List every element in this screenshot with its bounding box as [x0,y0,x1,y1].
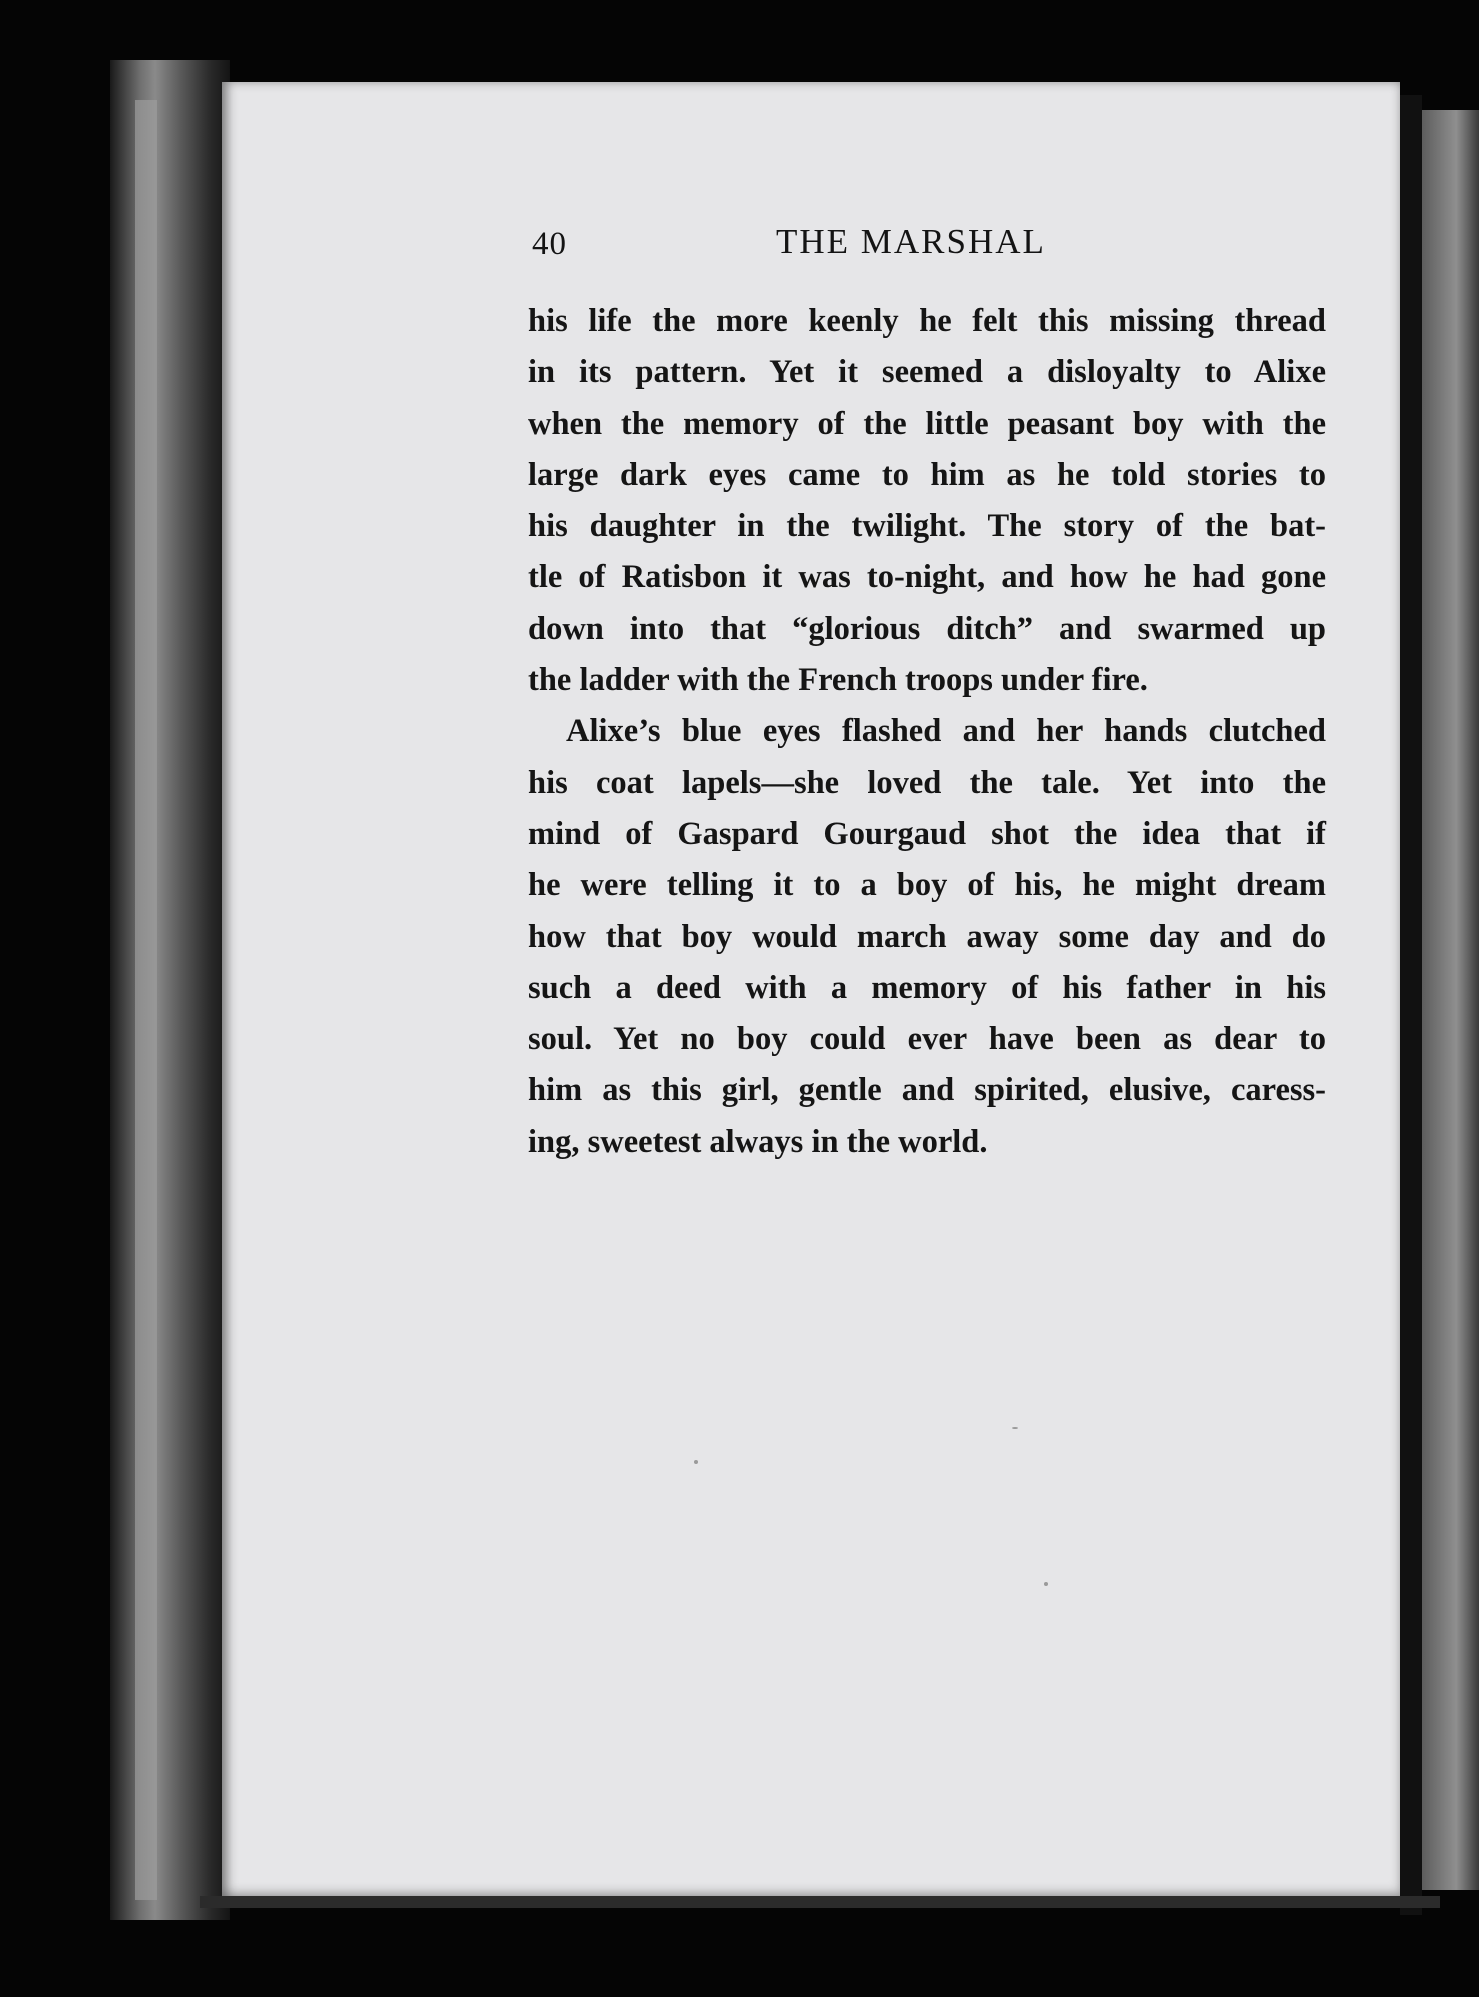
text-line: his life the more keenly he felt this missing thread [528,303,1326,339]
text-line: his coat lapels—she loved the tale. Yet into the [528,764,1326,801]
page-number: 40 [532,226,567,262]
text-line: his daughter in the twilight. The story of the bat- [528,508,1326,545]
paper-speck [1044,1582,1048,1586]
text-line: down into that “glorious ditch” and swarmed up [528,610,1326,647]
text-line: the ladder with the French troops under fire. [528,662,1148,699]
text-line: soul. Yet no boy could ever have been as dear to [528,1021,1326,1058]
facing-page-gutter [1400,95,1422,1915]
paragraph [528,296,1326,706]
book-spine-edge [110,60,230,1920]
paragraph [528,706,1326,1168]
text-line: in its pattern. Yet it seemed a disloyalty to Alixe [528,354,1326,391]
book-spine-highlight [135,100,157,1900]
paper-speck [1012,1427,1018,1429]
text-line: him as this girl, gentle and spirited, elusive, caress- [528,1072,1326,1109]
text-line: tle of Ratisbon it was to-night, and how he had gone [528,559,1326,596]
text-line: large dark eyes came to him as he told stories to [528,456,1326,493]
text-line: Alixe’s blue eyes flashed and her hands clutched [566,713,1326,750]
body-text [528,296,1326,1168]
page-bottom-edge [200,1896,1440,1908]
facing-page-edge [1422,110,1479,1890]
paper-speck [694,1460,698,1464]
running-title: THE MARSHAL [776,222,1046,261]
text-line: how that boy would march away some day and do [528,918,1326,955]
text-line: he were telling it to a boy of his, he might dream [528,867,1326,904]
text-line: such a deed with a memory of his father in his [528,969,1326,1006]
text-line: ing, sweetest always in the world. [528,1123,988,1160]
text-line: mind of Gaspard Gourgaud shot the idea that if [528,815,1326,852]
text-line: when the memory of the little peasant boy with the [528,405,1326,442]
